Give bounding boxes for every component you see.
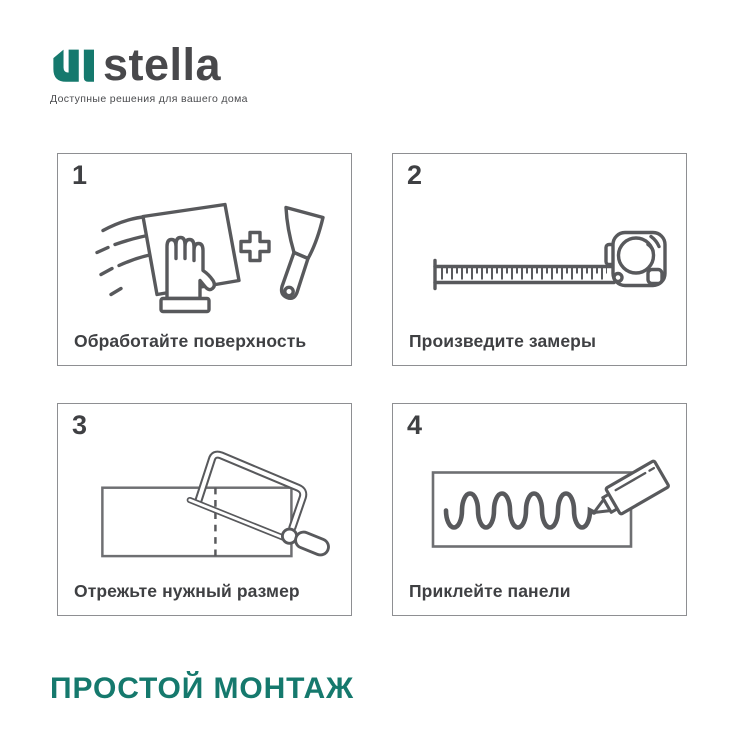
- step-number: 4: [407, 410, 423, 440]
- wipe-hand-cloth-plus-putty-knife-icon: [58, 191, 351, 331]
- brand-name: stella: [103, 39, 222, 91]
- step-card-3: [57, 403, 352, 616]
- step-caption: Обработайте поверхность: [74, 331, 307, 351]
- footer-title: ПРОСТОЙ МОНТАЖ: [50, 672, 355, 705]
- step-card-2: [392, 153, 687, 366]
- glue-tube-wavy-adhesive-icon: [393, 441, 686, 581]
- step-number: 1: [72, 160, 88, 190]
- stella-logo-icon: [50, 44, 94, 84]
- step-number: 2: [407, 160, 423, 190]
- step-card-1: [57, 153, 352, 366]
- step-caption: Отрежьте нужный размер: [74, 581, 300, 601]
- steps-grid: [57, 153, 687, 616]
- step-card-4: [392, 403, 687, 616]
- step-caption: Приклейте панели: [409, 581, 571, 601]
- hacksaw-cutting-panel-icon: [58, 441, 351, 581]
- brand-header: [50, 39, 248, 105]
- step-number: 3: [72, 410, 88, 440]
- brand-tagline: Доступные решения для вашего дома: [50, 93, 248, 105]
- tape-measure-icon: [393, 191, 686, 331]
- step-caption: Произведите замеры: [409, 331, 597, 351]
